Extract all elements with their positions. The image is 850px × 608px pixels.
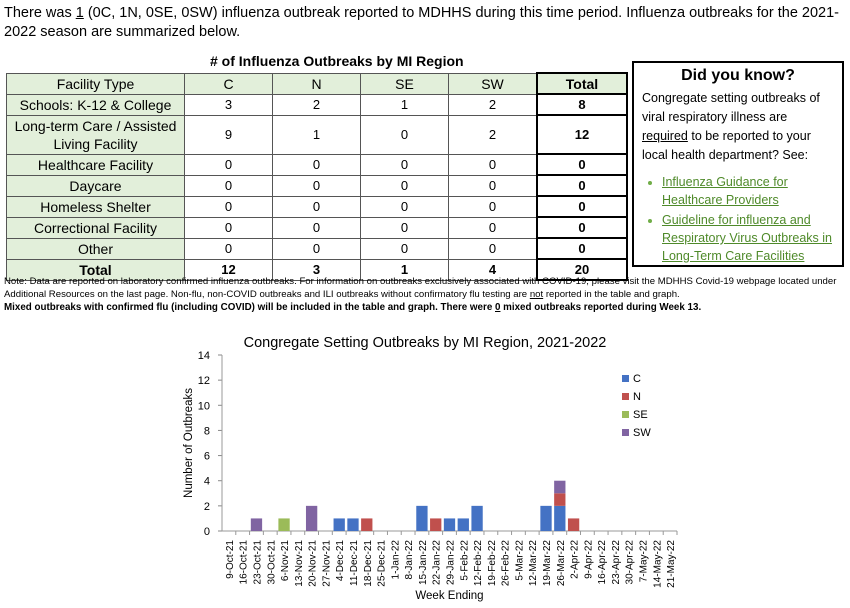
x-axis-label: Week Ending xyxy=(415,590,484,602)
note-not: not xyxy=(529,288,544,300)
row-n: 1 xyxy=(273,115,361,154)
row-sw: 0 xyxy=(449,217,538,238)
row-c: 9 xyxy=(185,115,273,154)
intro-text xyxy=(4,4,844,42)
x-tick-label: 9-Apr-22 xyxy=(583,540,595,579)
header-c: C xyxy=(185,73,273,94)
table-title: # of Influenza Outbreaks by MI Region xyxy=(210,53,464,69)
row-total: 0 xyxy=(537,238,627,259)
total-c: 12 xyxy=(185,259,273,280)
row-n: 0 xyxy=(273,154,361,175)
bar-n xyxy=(430,518,441,531)
legend-label-se: SE xyxy=(633,409,648,421)
dyk-text-after: to be reported to your local health department? See: xyxy=(642,129,811,162)
list-item xyxy=(662,173,842,209)
x-tick-label: 19-Mar-22 xyxy=(542,540,554,587)
x-tick-label: 6-Nov-21 xyxy=(280,540,292,582)
table-header-row xyxy=(7,73,628,94)
x-tick-label: 12-Feb-22 xyxy=(473,540,485,587)
grand-total: 20 xyxy=(537,259,627,280)
x-tick-label: 30-Oct-21 xyxy=(266,540,278,585)
y-axis-label: Number of Outbreaks xyxy=(183,388,195,498)
x-tick-label: 21-May-22 xyxy=(666,540,678,588)
did-you-know-text xyxy=(642,89,834,165)
x-tick-label: 7-May-22 xyxy=(638,540,650,583)
row-n: 0 xyxy=(273,175,361,196)
row-se: 0 xyxy=(361,115,449,154)
y-tick-label: 0 xyxy=(203,526,210,538)
x-tick-label: 26-Feb-22 xyxy=(500,540,512,587)
x-tick-label: 2-Apr-22 xyxy=(569,540,581,579)
table-row xyxy=(7,175,628,196)
legend-label-sw: SW xyxy=(633,427,651,439)
note-text2: reported in the table and graph. xyxy=(543,288,680,300)
row-sw: 2 xyxy=(449,115,538,154)
table-row xyxy=(7,94,628,115)
table-row xyxy=(7,217,628,238)
row-facility: Correctional Facility xyxy=(7,217,185,238)
table-row xyxy=(7,115,628,154)
note-bold1: Mixed outbreaks with confirmed flu (including COVID) will be included in the table and graph. There were xyxy=(4,302,495,313)
outbreak-table xyxy=(6,72,628,281)
row-sw: 0 xyxy=(449,238,538,259)
footnote xyxy=(4,276,846,301)
row-facility: Schools: K-12 & College xyxy=(7,94,185,115)
bar-c xyxy=(334,518,345,531)
row-total: 8 xyxy=(537,94,627,115)
row-total: 12 xyxy=(537,115,627,154)
row-facility: Long-term Care / Assisted Living Facility xyxy=(7,115,185,154)
bar-sw xyxy=(251,518,262,531)
did-you-know-links xyxy=(634,173,842,265)
intro-count: 1 xyxy=(75,5,84,21)
bar-c xyxy=(471,506,482,531)
x-tick-label: 25-Dec-21 xyxy=(376,540,388,587)
bar-c xyxy=(416,506,427,531)
header-sw: SW xyxy=(449,73,538,94)
note-bold-count: 0 xyxy=(495,302,501,313)
note-bold2: mixed outbreaks reported during Week 13. xyxy=(500,302,702,313)
row-c: 0 xyxy=(185,217,273,238)
did-you-know-box xyxy=(632,61,844,267)
intro-part1: There was xyxy=(4,5,76,21)
header-facility: Facility Type xyxy=(7,73,185,94)
bar-c xyxy=(458,518,469,531)
legend-label-c: C xyxy=(633,373,641,385)
bar-se xyxy=(278,518,289,531)
bar-n xyxy=(361,518,372,531)
ltc-guideline-link[interactable]: Guideline for influenza and Respiratory Virus Outbreaks in Long-Term Care Facilities xyxy=(662,213,832,263)
x-tick-label: 11-Dec-21 xyxy=(348,540,360,586)
y-tick-label: 14 xyxy=(197,350,210,362)
bar-sw xyxy=(306,506,317,531)
y-tick-label: 4 xyxy=(203,475,210,488)
header-se: SE xyxy=(361,73,449,94)
did-you-know-title: Did you know? xyxy=(681,67,795,84)
note-text1: Note: Data are reported on laboratory confirmed influenza outbreaks. For information on outbreaks exclusively associated with COVID-19, please visit the MDHHS Covid-19 webpage located under Additional Resources on the last page. Non-flu, non-COVID outbreaks and ILI outbreaks without confirmatory flu testing are xyxy=(4,276,837,300)
row-facility: Daycare xyxy=(7,175,185,196)
row-total: 0 xyxy=(537,196,627,217)
row-sw: 0 xyxy=(449,175,538,196)
legend-swatch-c xyxy=(622,375,629,382)
y-tick-label: 8 xyxy=(203,425,210,438)
row-n: 0 xyxy=(273,238,361,259)
x-tick-label: 23-Oct-21 xyxy=(252,540,264,585)
row-c: 0 xyxy=(185,175,273,196)
x-tick-label: 13-Nov-21 xyxy=(293,540,305,587)
x-tick-label: 8-Jan-22 xyxy=(404,540,416,580)
legend-swatch-sw xyxy=(622,429,629,436)
row-sw: 0 xyxy=(449,154,538,175)
y-tick-label: 12 xyxy=(197,375,210,388)
x-tick-label: 14-May-22 xyxy=(652,540,664,588)
bar-c xyxy=(540,506,551,531)
x-tick-label: 5-Feb-22 xyxy=(459,540,471,581)
dyk-required: required xyxy=(642,129,688,143)
x-tick-label: 27-Nov-21 xyxy=(321,540,333,587)
header-n: N xyxy=(273,73,361,94)
outbreaks-chart xyxy=(0,328,850,608)
y-tick-label: 2 xyxy=(203,500,210,513)
bar-n xyxy=(554,493,565,506)
row-se: 0 xyxy=(361,217,449,238)
x-tick-label: 16-Apr-22 xyxy=(597,540,609,585)
y-tick-label: 6 xyxy=(203,450,210,463)
x-tick-label: 12-Mar-22 xyxy=(528,540,540,587)
x-tick-label: 30-Apr-22 xyxy=(624,540,636,585)
bar-c xyxy=(347,518,358,531)
total-label: Total xyxy=(7,259,185,280)
row-se: 0 xyxy=(361,238,449,259)
table-row xyxy=(7,154,628,175)
row-se: 0 xyxy=(361,196,449,217)
row-c: 0 xyxy=(185,196,273,217)
bar-c xyxy=(554,506,565,531)
influenza-guidance-link[interactable]: Influenza Guidance for Healthcare Providers xyxy=(662,175,788,207)
total-se: 1 xyxy=(361,259,449,280)
row-n: 0 xyxy=(273,217,361,238)
row-total: 0 xyxy=(537,217,627,238)
dyk-text-before: Congregate setting outbreaks of viral respiratory illness are xyxy=(642,91,820,124)
x-tick-label: 9-Oct-21 xyxy=(224,540,236,579)
row-c: 0 xyxy=(185,154,273,175)
list-item xyxy=(662,211,842,265)
x-tick-label: 4-Dec-21 xyxy=(335,540,347,582)
table-row xyxy=(7,196,628,217)
row-se: 0 xyxy=(361,175,449,196)
row-n: 2 xyxy=(273,94,361,115)
row-facility: Healthcare Facility xyxy=(7,154,185,175)
row-sw: 0 xyxy=(449,196,538,217)
row-c: 3 xyxy=(185,94,273,115)
mixed-outbreaks-note xyxy=(4,302,846,313)
bar-c xyxy=(444,518,455,531)
x-tick-label: 18-Dec-21 xyxy=(362,540,374,587)
bar-n xyxy=(568,518,579,531)
x-tick-label: 5-Mar-22 xyxy=(514,540,526,581)
x-tick-label: 26-Mar-22 xyxy=(555,540,567,587)
x-tick-label: 16-Oct-21 xyxy=(238,540,250,585)
legend-swatch-n xyxy=(622,393,629,400)
row-total: 0 xyxy=(537,154,627,175)
row-se: 0 xyxy=(361,154,449,175)
row-total: 0 xyxy=(537,175,627,196)
x-tick-label: 15-Jan-22 xyxy=(417,540,429,586)
legend-label-n: N xyxy=(633,391,641,403)
row-sw: 2 xyxy=(449,94,538,115)
intro-part2: (0C, 1N, 0SE, 0SW) influenza outbreak reported to MDHHS during this time period. Influenza outbreaks for the 2021-2022 season are summarized below. xyxy=(4,5,839,40)
row-facility: Other xyxy=(7,238,185,259)
x-tick-label: 29-Jan-22 xyxy=(445,540,457,586)
x-tick-label: 22-Jan-22 xyxy=(431,540,443,586)
x-tick-label: 20-Nov-21 xyxy=(307,540,319,587)
chart-title: Congregate Setting Outbreaks by MI Region, 2021-2022 xyxy=(243,335,607,351)
x-tick-label: 23-Apr-22 xyxy=(610,540,622,585)
y-tick-label: 10 xyxy=(197,400,210,413)
row-n: 0 xyxy=(273,196,361,217)
bar-sw xyxy=(554,481,565,494)
total-sw: 4 xyxy=(449,259,538,280)
row-se: 1 xyxy=(361,94,449,115)
header-total: Total xyxy=(537,73,627,94)
x-tick-label: 19-Feb-22 xyxy=(486,540,498,587)
row-c: 0 xyxy=(185,238,273,259)
legend-swatch-se xyxy=(622,411,629,418)
total-n: 3 xyxy=(273,259,361,280)
row-facility: Homeless Shelter xyxy=(7,196,185,217)
x-tick-label: 1-Jan-22 xyxy=(390,540,402,580)
table-row xyxy=(7,238,628,259)
